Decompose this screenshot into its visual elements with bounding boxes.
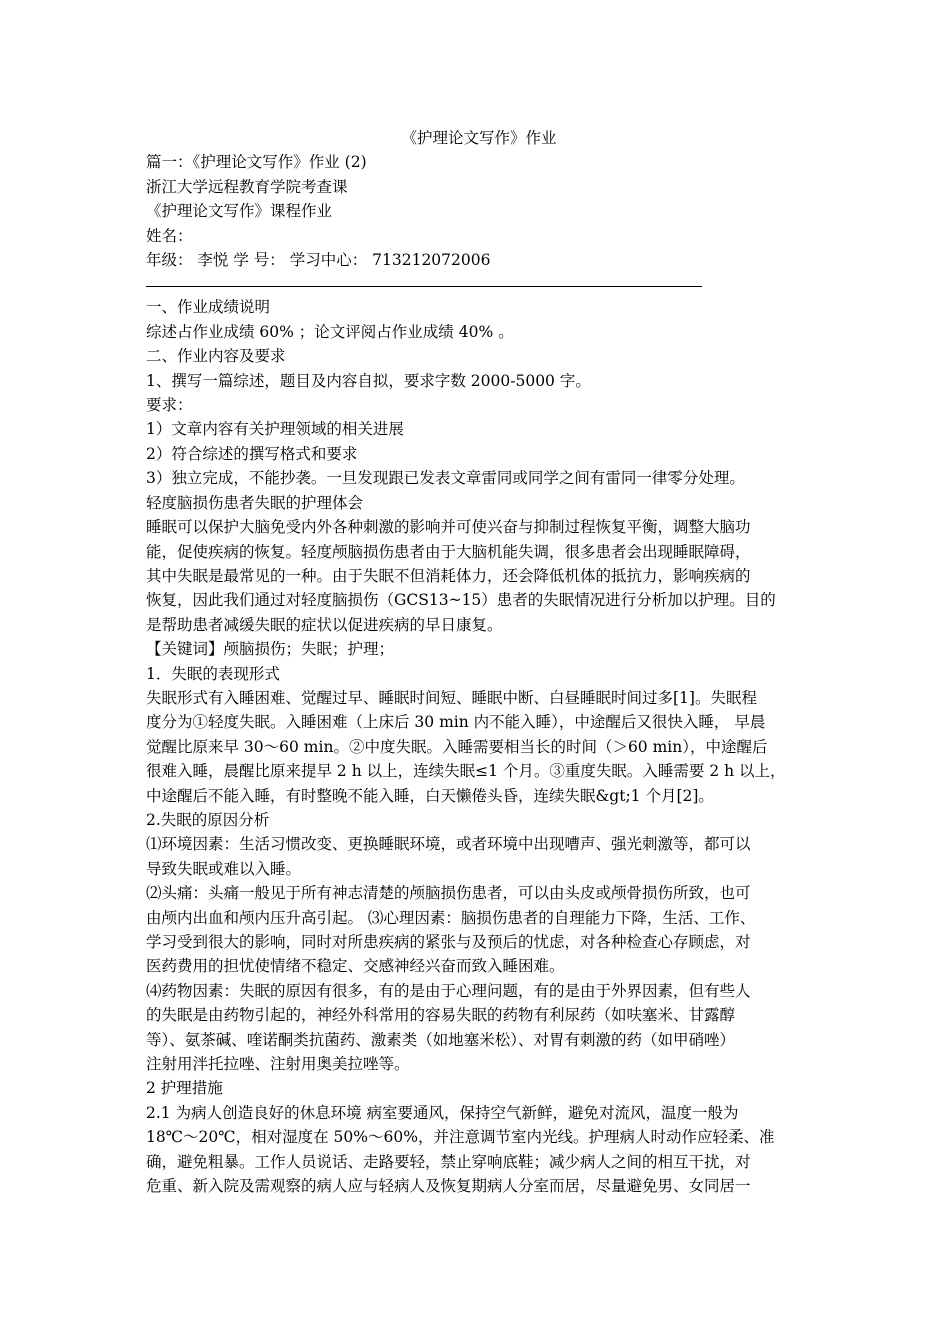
header-line-school: 浙江大学远程教育学院考查课 xyxy=(146,177,348,196)
body-line: 睡眠可以保护大脑免受内外各种刺激的影响并可使兴奋与抑制过程恢复平衡，调整大脑功 xyxy=(146,518,751,537)
header-line-name: 姓名： xyxy=(146,226,193,245)
document-content xyxy=(146,126,812,1198)
body-line: 很难入睡，晨醒比原来提早 2 h 以上，连续失眠≤1 个月。③重度失眠。入睡需要 2 h 以上， xyxy=(146,762,786,781)
header-divider xyxy=(146,286,702,287)
body-line: 2.1 为病人创造良好的休息环境 病室要通风，保持空气新鲜，避免对流风，温度一般为 xyxy=(146,1103,739,1122)
body-line: 综述占作业成绩 60% ；论文评阅占作业成绩 40% 。 xyxy=(146,322,514,341)
body-line: 医药费用的担忧使情绪不稳定、交感神经兴奋而致入睡困难。 xyxy=(146,957,565,976)
section-title: 轻度脑损伤患者失眠的护理体会 xyxy=(146,493,364,512)
body-line: ⑵头痛：头痛一般见于所有神志清楚的颅脑损伤患者，可以由头皮或颅骨损伤所致，也可 xyxy=(146,884,751,903)
body-line: 二、作业内容及要求 xyxy=(146,347,286,366)
document-title: 《护理论文写作》作业 xyxy=(401,129,557,147)
section-title: 2 护理措施 xyxy=(146,1079,223,1098)
body-line: 2）符合综述的撰写格式和要求 xyxy=(146,444,358,463)
body-line: 要求： xyxy=(146,396,193,415)
body-line: 其中失眠是最常见的一种。由于失眠不但消耗体力，还会降低机体的抵抗力，影响疾病的 xyxy=(146,566,751,585)
header-line-grade: 年级： 李悦 学 号： 学习中心： 713212072006 xyxy=(146,251,491,270)
body-line: 1）文章内容有关护理领域的相关进展 xyxy=(146,420,404,439)
body-line: 确，避免粗暴。工作人员说话、走路要轻，禁止穿响底鞋；减少病人之间的相互干扰，对 xyxy=(146,1152,751,1171)
body-line: ⑷药物因素：失眠的原因有很多，有的是由于心理问题，有的是由于外界因素，但有些人 xyxy=(146,981,751,1000)
header-line-course: 《护理论文写作》课程作业 xyxy=(146,202,333,221)
body-line: 3）独立完成，不能抄袭。一旦发现跟已发表文章雷同或同学之间有雷同一律零分处理。 xyxy=(146,469,745,488)
body-line: 度分为①轻度失眠。入睡困难（上床后 30 min 内不能入睡），中途醒后又很快入睡， 早晨 xyxy=(146,713,766,732)
body-line: 失眠形式有入睡困难、觉醒过早、睡眠时间短、睡眠中断、白昼睡眠时间过多[1]。失眠程 xyxy=(146,688,757,707)
body-line: 恢复，因此我们通过对轻度脑损伤（GCS13~15）患者的失眠情况进行分析加以护理。目的 xyxy=(146,591,776,610)
body-line: 等）、氨茶碱、喹诺酮类抗菌药、激素类（如地塞米松）、对胃有刺激的药（如甲硝唑） xyxy=(146,1030,736,1049)
header-line-article: 篇一：《护理论文写作》作业 (2) xyxy=(146,153,367,172)
body-line: ⑴环境因素：生活习惯改变、更换睡眠环境，或者环境中出现嘈声、强光刺激等，都可以 xyxy=(146,835,751,854)
body-line: 注射用泮托拉唑、注射用奥美拉唑等。 xyxy=(146,1055,410,1074)
body-line: 危重、新入院及需观察的病人应与轻病人及恢复期病人分室而居，尽量避免男、女同居一 xyxy=(146,1177,751,1196)
body-line: 学习受到很大的影响，同时对所患疾病的紧张与及预后的忧虑，对各种检查心存顾虑，对 xyxy=(146,933,751,951)
body-line: 一、作业成绩说明 xyxy=(146,298,271,317)
body-line: 1、撰写一篇综述，题目及内容自拟，要求字数 2000-5000 字。 xyxy=(146,371,591,390)
body-line: 能，促使疾病的恢复。轻度颅脑损伤患者由于大脑机能失调，很多患者会出现睡眠障碍， xyxy=(146,542,751,561)
section-title: 1．失眠的表现形式 xyxy=(146,664,280,683)
body-line: 觉醒比原来早 30～60 min。②中度失眠。入睡需要相当长的时间（＞60 min），中途醒后 xyxy=(146,737,768,756)
keywords-line: 【关键词】颅脑损伤；失眠；护理； xyxy=(146,640,395,659)
section-title: 2.失眠的原因分析 xyxy=(146,810,270,829)
body-line: 导致失眠或难以入睡。 xyxy=(146,859,302,878)
body-line: 18℃～20℃，相对湿度在 50%～60%，并注意调节室内光线。护理病人时动作应轻柔、准 xyxy=(146,1128,775,1147)
body-line: 的失眠是由药物引起的，神经外科常用的容易失眠的药物有利尿药（如呋塞米、甘露醇 xyxy=(146,1006,736,1025)
body-line: 是帮助患者减缓失眠的症状以促进疾病的早日康复。 xyxy=(146,615,503,634)
body-line: 中途醒后不能入睡，有时整晚不能入睡，白天懒倦头昏，连续失眠&gt;1 个月[2]。 xyxy=(146,786,714,805)
body-line: 由颅内出血和颅内压升高引起。 ⑶心理因素：脑损伤患者的自理能力下降，生活、工作、 xyxy=(146,908,756,927)
